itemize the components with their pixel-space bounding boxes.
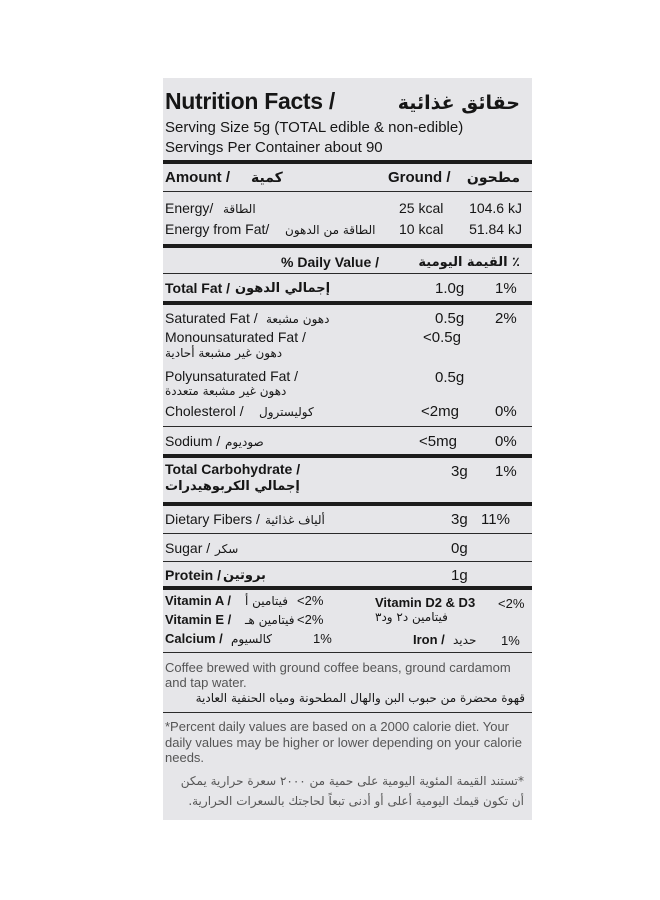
energy-label: Energy/ [165, 200, 214, 216]
vitamin-e-label-ar: فيتامين هـ [245, 613, 295, 627]
calcium-dv: 1% [313, 631, 332, 646]
energy-label-ar: الطاقة [223, 202, 256, 216]
vitamin-a-label-ar: فيتامين أ [245, 594, 288, 608]
sugar-label: Sugar / [165, 540, 211, 556]
saturated-fat-amount: 0.5g [435, 310, 465, 327]
sodium-dv: 0% [495, 433, 517, 450]
ingredients-text-ar: قهوة محضرة من حبوب البن والهال المطحونة ومياه الحنفية العادية [195, 691, 525, 705]
divider-thick [163, 586, 532, 590]
divider-thick [163, 502, 532, 506]
divider [163, 426, 532, 427]
calcium-label: Calcium / [165, 631, 223, 646]
energy-fat-label-ar: الطاقة من الدهون [285, 223, 376, 237]
saturated-fat-dv: 2% [495, 310, 517, 327]
protein-label-ar: بروتين [223, 568, 266, 583]
divider-thick [163, 160, 532, 164]
calcium-label-ar: كالسيوم [231, 632, 272, 646]
vitamin-a-label: Vitamin A / [165, 593, 231, 608]
amount-header-ar: كمية [251, 170, 283, 186]
total-fat-label-ar: إجمالي الدهون [235, 281, 331, 296]
daily-value-header: % Daily Value / [281, 254, 380, 270]
iron-dv: 1% [501, 633, 520, 648]
saturated-fat-label-ar: دهون مشبعة [266, 312, 330, 326]
sodium-label: Sodium / [165, 433, 221, 449]
cholesterol-label-ar: كوليسترول [259, 405, 314, 419]
poly-fat-label: Polyunsaturated Fat / [165, 368, 299, 384]
divider-thick [163, 454, 532, 458]
protein-amount: 1g [451, 567, 468, 584]
iron-label-ar: حديد [453, 633, 477, 647]
energy-fat-kj: 51.84 kJ [469, 221, 522, 237]
energy-fat-kcal: 10 kcal [399, 221, 444, 237]
vitamin-d-dv: <2% [498, 596, 525, 611]
title: Nutrition Facts / [165, 88, 335, 114]
sugar-label-ar: سكر [215, 542, 239, 556]
mono-fat-label: Monounsaturated Fat / [165, 329, 306, 345]
divider-thick [163, 244, 532, 248]
fibers-label-ar: ألياف غذائية [265, 513, 325, 527]
saturated-fat-label: Saturated Fat / [165, 310, 258, 326]
carbs-label: Total Carbohydrate / [165, 461, 301, 477]
vitamin-e-dv: <2% [297, 612, 324, 627]
cholesterol-dv: 0% [495, 403, 517, 420]
divider [163, 273, 532, 274]
daily-value-header-ar: ٪ القيمة اليومية [418, 255, 520, 270]
divider [163, 533, 532, 534]
energy-fat-label: Energy from Fat/ [165, 221, 270, 237]
vitamin-d-label-ar: فيتامين د٢ ود٣ [375, 610, 448, 624]
mono-fat-amount: <0.5g [423, 329, 461, 346]
fibers-label: Dietary Fibers / [165, 511, 260, 527]
total-fat-label: Total Fat / [165, 280, 231, 296]
mono-fat-label-ar: دهون غير مشبعة أحادية [165, 346, 283, 360]
cholesterol-amount: <2mg [421, 403, 459, 420]
poly-fat-amount: 0.5g [435, 369, 465, 386]
nutrition-facts-label [163, 78, 532, 820]
sugar-amount: 0g [451, 540, 468, 557]
vitamin-e-label: Vitamin E / [165, 612, 232, 627]
carbs-label-ar: إجمالي الكربوهيدرات [165, 479, 300, 494]
servings-per-container: Servings Per Container about 90 [165, 139, 383, 156]
sodium-label-ar: صوديوم [225, 435, 264, 449]
divider [163, 191, 532, 192]
footnote-text-ar-line1: *تستند القيمة المئوية اليومية على حمية من ٢٠٠٠ سعرة حرارية يمكن [180, 774, 524, 788]
iron-label: Iron / [413, 632, 445, 647]
serving-size: Serving Size 5g (TOTAL edible & non-edible) [165, 119, 464, 136]
carbs-amount: 3g [451, 463, 468, 480]
total-fat-dv: 1% [495, 280, 517, 297]
title-ar: حقائق غذائية [397, 92, 520, 114]
divider-thick [163, 301, 532, 305]
carbs-dv: 1% [495, 463, 517, 480]
ground-header-ar: مطحون [466, 170, 520, 186]
divider [163, 561, 532, 562]
cholesterol-label: Cholesterol / [165, 403, 244, 419]
divider [163, 652, 532, 653]
ground-header: Ground / [388, 169, 451, 186]
divider [163, 712, 532, 713]
fibers-amount: 3g [451, 511, 468, 528]
vitamin-d-label: Vitamin D2 & D3 [375, 595, 476, 610]
footnote-text-ar-line2: أن تكون قيمك اليومية أعلى أو أدنى تبعاً لحاجتك بالسعرات الحرارية. [188, 794, 524, 808]
ingredients-text: Coffee brewed with ground coffee beans, ground cardamom and tap water. [165, 660, 511, 690]
fibers-dv: 11% [481, 511, 510, 528]
energy-kcal: 25 kcal [399, 200, 444, 216]
amount-header: Amount / [165, 169, 230, 186]
total-fat-amount: 1.0g [435, 280, 465, 297]
energy-kj: 104.6 kJ [469, 200, 522, 216]
vitamin-a-dv: <2% [297, 593, 324, 608]
protein-label: Protein / [165, 567, 222, 583]
sodium-amount: <5mg [419, 433, 457, 450]
footnote-text: *Percent daily values are based on a 2000 calorie diet. Your daily values may be higher or lower depending on your calorie needs. [165, 719, 522, 765]
poly-fat-label-ar: دهون غير مشبعة متعددة [165, 384, 287, 398]
